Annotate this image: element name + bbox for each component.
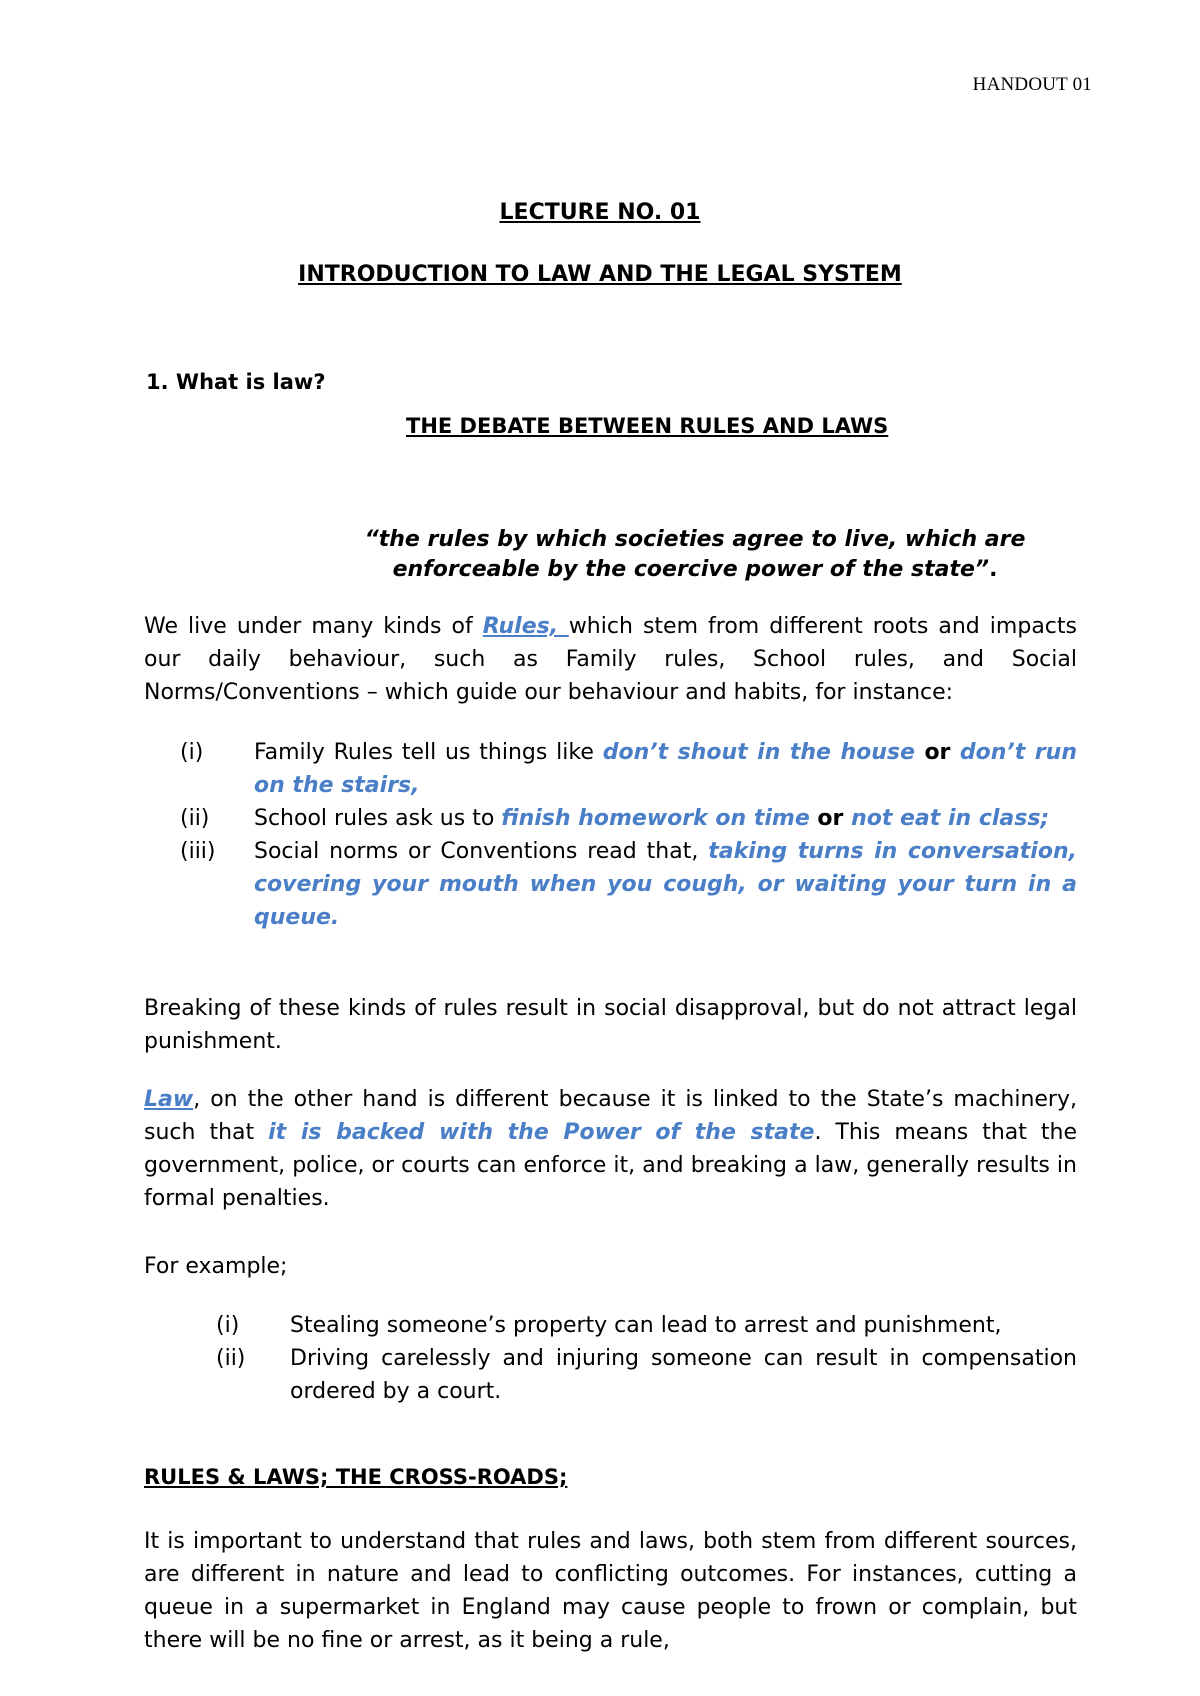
section-heading: RULES & LAWS; THE CROSS-ROADS; — [144, 1465, 568, 1489]
handout-label: HANDOUT 01 — [972, 74, 1092, 95]
rules-examples-list — [180, 736, 1077, 934]
section-question: 1. What is law? — [146, 370, 326, 394]
item-text-a: Family Rules tell us things like — [254, 740, 603, 765]
list-item-text — [254, 802, 1077, 835]
example-intro: For example; — [144, 1254, 288, 1279]
list-number: (ii) — [180, 806, 210, 831]
quote-end: . — [989, 557, 998, 582]
list-item — [216, 1309, 1077, 1342]
list-item-text: Stealing someone’s property can lead to arrest and punishment, — [290, 1313, 1002, 1338]
paragraph-crossroads: It is important to understand that rules and laws, both stem from different sources, are different in nature and lead to conflicting outcomes. For instances, cutting a queue in a supermarket in England may cause people to frown or complain, but there will be no fine or arrest, as it being a rule, — [144, 1529, 1077, 1653]
para3-text2: . This means that the government, police, or courts can enforce it, and breaking a law, generally results in formal penalties. — [144, 1120, 1078, 1211]
item-text-c: or — [914, 740, 960, 765]
item-text-a: School rules ask us to — [254, 806, 502, 831]
item-highlight-d: don’t run on the stairs, — [254, 740, 1077, 798]
list-number: (iii) — [180, 839, 216, 864]
backed-by-state-highlight: it is backed with the Power of the state — [268, 1120, 815, 1145]
item-text-a: Social norms or Conventions read that, — [254, 839, 709, 864]
list-item — [180, 736, 1077, 802]
rules-link[interactable]: Rules, — [482, 614, 569, 639]
main-title: INTRODUCTION TO LAW AND THE LEGAL SYSTEM — [298, 262, 902, 287]
list-item — [180, 802, 1077, 835]
item-text-c: or — [809, 806, 852, 831]
list-number: (i) — [180, 740, 204, 765]
para3-text1: , on the other hand is different because it is linked to the State’s machinery, such that — [144, 1087, 1077, 1145]
list-item-text: Driving carelessly and injuring someone can result in compensation ordered by a court. — [290, 1346, 1077, 1404]
paragraph-law-definition — [144, 1083, 1077, 1215]
law-link[interactable]: Law — [144, 1087, 194, 1112]
list-item — [216, 1342, 1077, 1408]
law-examples-list — [216, 1309, 1077, 1408]
lecture-number-title: LECTURE NO. 01 — [499, 200, 701, 225]
item-highlight-b: finish homework on time — [501, 806, 810, 831]
paragraph-rules-intro — [144, 610, 1077, 709]
list-item-text — [254, 835, 1077, 934]
list-item-text — [254, 736, 1077, 802]
item-highlight-d: waiting your turn in a queue — [254, 872, 1077, 930]
para1-text1: We live under many kinds of — [144, 614, 483, 639]
list-number: (i) — [216, 1313, 240, 1338]
quote-text: “the rules by which societies agree to live, which are enforceable by the coercive power of the state” — [364, 527, 1026, 582]
item-text-c: or — [746, 872, 795, 897]
para1-text2: which stem from different roots and impacts our daily behaviour, such as Family rules, School rules, and Social Norms/Conventions – which guide our behaviour and habits, for instance: — [144, 614, 1077, 705]
item-highlight-d: not eat in class; — [851, 806, 1050, 831]
debate-heading: THE DEBATE BETWEEN RULES AND LAWS — [406, 414, 889, 438]
paragraph-social-disapproval: Breaking of these kinds of rules result in social disapproval, but do not attract legal punishment. — [144, 996, 1077, 1054]
list-number: (ii) — [216, 1346, 246, 1371]
item-text-e: . — [330, 905, 340, 930]
item-highlight-b: taking turns in conversation, covering your mouth when you cough, — [254, 839, 1077, 897]
list-item — [180, 835, 1077, 934]
item-highlight-b: don’t shout in the house — [602, 740, 915, 765]
law-definition-quote — [300, 525, 1090, 585]
